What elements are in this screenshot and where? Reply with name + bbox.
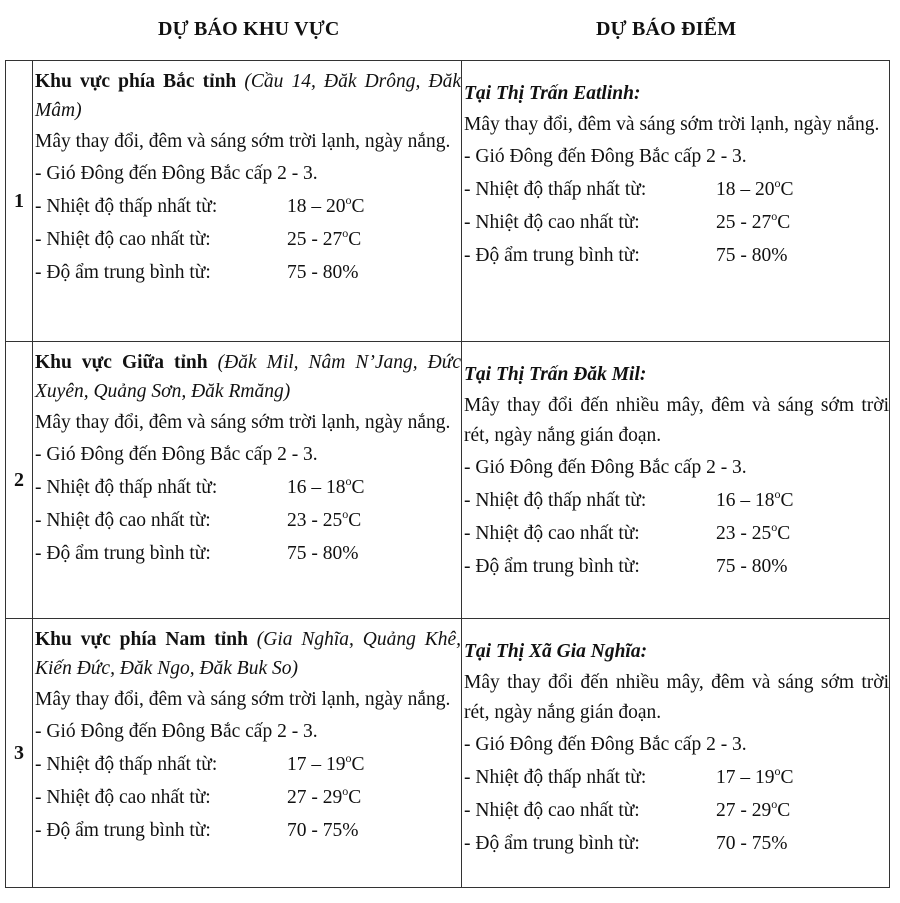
region-max-temp-label: - Nhiệt độ cao nhất từ: — [35, 787, 211, 808]
celsius-unit: C — [348, 787, 362, 808]
region-max-temp — [35, 781, 461, 814]
point-min-temp-value: 18 – 20 — [716, 179, 775, 200]
point-humidity-value: 75 - 80% — [716, 556, 788, 577]
forecast-table — [5, 60, 890, 888]
region-max-temp — [35, 223, 461, 256]
degree-symbol: o — [771, 797, 778, 811]
region-name: Khu vực phía Nam tỉnh — [35, 629, 248, 650]
point-humidity — [464, 550, 889, 583]
forecast-row — [6, 619, 890, 888]
point-max-temp-label: - Nhiệt độ cao nhất từ: — [464, 523, 640, 544]
point-max-temp-value: 23 - 25 — [716, 523, 772, 544]
degree-symbol: o — [774, 487, 781, 501]
point-wind: - Gió Đông đến Đông Bắc cấp 2 - 3. — [464, 457, 747, 478]
region-places: (Gia Nghĩa, Quảng Khê, Kiến Đức, Đăk Ngo, Đăk Buk So) — [35, 629, 462, 679]
region-humidity — [35, 537, 461, 570]
region-places: (Cầu 14, Đăk Drông, Đăk Mâm) — [35, 71, 461, 121]
celsius-unit: C — [780, 179, 794, 200]
point-name: Tại Thị Trấn Đăk Mil: — [464, 364, 647, 385]
point-humidity — [464, 239, 889, 272]
celsius-unit: C — [777, 212, 791, 233]
region-wind: - Gió Đông đến Đông Bắc cấp 2 - 3. — [35, 721, 318, 742]
celsius-unit: C — [777, 523, 791, 544]
celsius-unit: C — [351, 196, 365, 217]
point-min-temp-value: 17 – 19 — [716, 767, 775, 788]
point-min-temp — [464, 761, 889, 794]
point-description: Mây thay đổi đến nhiều mây, đêm và sáng sớm trời rét, ngày nắng gián đoạn. — [464, 395, 889, 446]
degree-symbol: o — [342, 226, 349, 240]
region-description: Mây thay đổi, đêm và sáng sớm trời lạnh, ngày nắng. — [35, 689, 451, 710]
point-forecast-cell — [462, 342, 890, 619]
point-max-temp-value: 27 - 29 — [716, 800, 772, 821]
forecast-row — [6, 61, 890, 342]
point-humidity-label: - Độ ẩm trung bình từ: — [464, 245, 640, 266]
celsius-unit: C — [780, 490, 794, 511]
degree-symbol: o — [342, 784, 349, 798]
region-humidity-label: - Độ ẩm trung bình từ: — [35, 543, 211, 564]
point-min-temp — [464, 484, 889, 517]
celsius-unit: C — [351, 477, 365, 498]
region-name: Khu vực phía Bắc tỉnh — [35, 71, 237, 92]
point-forecast-header: DỰ BÁO ĐIỂM — [596, 18, 737, 40]
region-humidity — [35, 256, 461, 289]
degree-symbol: o — [345, 751, 352, 765]
point-wind: - Gió Đông đến Đông Bắc cấp 2 - 3. — [464, 146, 747, 167]
regional-forecast-cell — [33, 342, 462, 619]
point-humidity-label: - Độ ẩm trung bình từ: — [464, 556, 640, 577]
point-max-temp — [464, 794, 889, 827]
point-min-temp-value: 16 – 18 — [716, 490, 775, 511]
region-description: Mây thay đổi, đêm và sáng sớm trời lạnh, ngày nắng. — [35, 412, 451, 433]
point-min-temp — [464, 173, 889, 206]
point-description: Mây thay đổi, đêm và sáng sớm trời lạnh, ngày nắng. — [464, 114, 880, 135]
celsius-unit: C — [780, 767, 794, 788]
celsius-unit: C — [351, 754, 365, 775]
celsius-unit: C — [348, 510, 362, 531]
point-wind: - Gió Đông đến Đông Bắc cấp 2 - 3. — [464, 734, 747, 755]
region-humidity-value: 70 - 75% — [287, 820, 359, 841]
region-min-temp — [35, 748, 461, 781]
region-min-temp — [35, 471, 461, 504]
region-max-temp-value: 23 - 25 — [287, 510, 343, 531]
degree-symbol: o — [771, 209, 778, 223]
point-humidity-value: 70 - 75% — [716, 833, 788, 854]
region-min-temp-label: - Nhiệt độ thấp nhất từ: — [35, 196, 218, 217]
region-places: (Đăk Mil, Nâm N’Jang, Đức Xuyên, Quảng Sơn, Đăk Rmăng) — [35, 352, 461, 402]
region-min-temp-value: 17 – 19 — [287, 754, 346, 775]
region-title — [35, 348, 461, 406]
point-description: Mây thay đổi đến nhiều mây, đêm và sáng sớm trời rét, ngày nắng gián đoạn. — [464, 672, 889, 723]
region-humidity-value: 75 - 80% — [287, 543, 359, 564]
point-max-temp-label: - Nhiệt độ cao nhất từ: — [464, 212, 640, 233]
celsius-unit: C — [348, 229, 362, 250]
region-max-temp-value: 27 - 29 — [287, 787, 343, 808]
region-min-temp-value: 18 – 20 — [287, 196, 346, 217]
point-humidity-label: - Độ ẩm trung bình từ: — [464, 833, 640, 854]
region-description: Mây thay đổi, đêm và sáng sớm trời lạnh, ngày nắng. — [35, 131, 451, 152]
point-max-temp — [464, 206, 889, 239]
region-humidity-value: 75 - 80% — [287, 262, 359, 283]
region-name: Khu vực Giữa tỉnh — [35, 352, 208, 373]
region-min-temp-label: - Nhiệt độ thấp nhất từ: — [35, 754, 218, 775]
regional-forecast-cell — [33, 619, 462, 888]
point-max-temp-value: 25 - 27 — [716, 212, 772, 233]
region-min-temp-value: 16 – 18 — [287, 477, 346, 498]
degree-symbol: o — [342, 507, 349, 521]
degree-symbol: o — [345, 474, 352, 488]
forecast-row — [6, 342, 890, 619]
point-forecast-cell — [462, 619, 890, 888]
degree-symbol: o — [345, 193, 352, 207]
point-humidity-value: 75 - 80% — [716, 245, 788, 266]
point-humidity — [464, 827, 889, 860]
celsius-unit: C — [777, 800, 791, 821]
degree-symbol: o — [774, 764, 781, 778]
degree-symbol: o — [771, 520, 778, 534]
row-number: 3 — [6, 619, 33, 888]
region-humidity-label: - Độ ẩm trung bình từ: — [35, 820, 211, 841]
region-title — [35, 67, 461, 125]
point-min-temp-label: - Nhiệt độ thấp nhất từ: — [464, 767, 647, 788]
point-min-temp-label: - Nhiệt độ thấp nhất từ: — [464, 490, 647, 511]
region-max-temp-label: - Nhiệt độ cao nhất từ: — [35, 510, 211, 531]
row-number: 2 — [6, 342, 33, 619]
row-number: 1 — [6, 61, 33, 342]
point-min-temp-label: - Nhiệt độ thấp nhất từ: — [464, 179, 647, 200]
degree-symbol: o — [774, 176, 781, 190]
point-max-temp — [464, 517, 889, 550]
region-humidity-label: - Độ ẩm trung bình từ: — [35, 262, 211, 283]
region-title — [35, 625, 461, 683]
point-forecast-cell — [462, 61, 890, 342]
region-max-temp-value: 25 - 27 — [287, 229, 343, 250]
region-max-temp — [35, 504, 461, 537]
region-min-temp — [35, 190, 461, 223]
region-humidity — [35, 814, 461, 847]
region-min-temp-label: - Nhiệt độ thấp nhất từ: — [35, 477, 218, 498]
region-max-temp-label: - Nhiệt độ cao nhất từ: — [35, 229, 211, 250]
region-wind: - Gió Đông đến Đông Bắc cấp 2 - 3. — [35, 444, 318, 465]
point-max-temp-label: - Nhiệt độ cao nhất từ: — [464, 800, 640, 821]
point-name: Tại Thị Xã Gia Nghĩa: — [464, 641, 648, 662]
point-name: Tại Thị Trấn Eatlinh: — [464, 83, 641, 104]
regional-forecast-cell — [33, 61, 462, 342]
region-wind: - Gió Đông đến Đông Bắc cấp 2 - 3. — [35, 163, 318, 184]
regional-forecast-header: DỰ BÁO KHU VỰC — [158, 18, 340, 40]
